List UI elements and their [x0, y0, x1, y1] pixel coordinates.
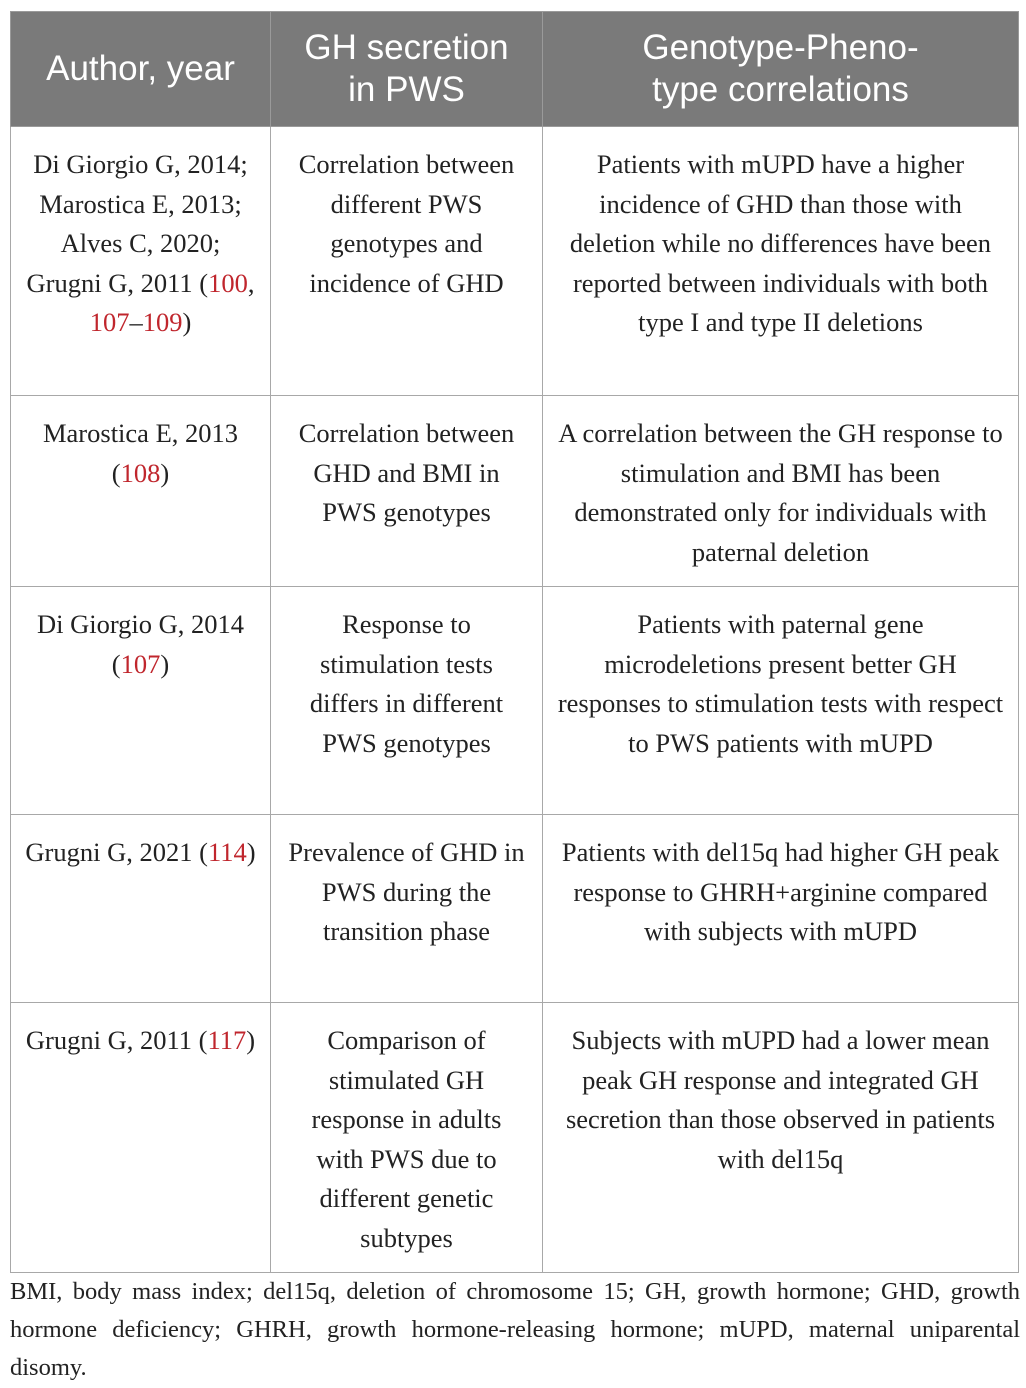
author-text: Grugni G, 2021 (	[25, 837, 208, 867]
table-row	[11, 396, 1019, 587]
author-text: Di Giorgio G, 2014; Marostica E, 2013; Alves C, 2020; Grugni G, 2011 (	[26, 149, 248, 298]
header-author-year-label: Author, year	[46, 49, 235, 88]
cell-gh-secretion: Response to stimulation tests differs in different PWS genotypes	[271, 587, 543, 815]
citation-separator: ,	[247, 267, 255, 298]
cell-gh-secretion: Correlation between different PWS genotypes and incidence of GHD	[271, 127, 543, 396]
header-gh-secretion-line2: in PWS	[348, 70, 465, 109]
citation-link[interactable]: 107	[120, 648, 161, 679]
citation-link[interactable]: 114	[207, 837, 247, 867]
cell-correlation: Patients with mUPD have a higher incidence of GHD than those with deletion while no differences have been reported between individuals with both type I and type II deletions	[543, 127, 1019, 396]
table-row	[11, 1003, 1019, 1273]
table-row	[11, 815, 1019, 1003]
header-gh-secretion-line1: GH secretion	[304, 28, 509, 67]
cell-author-year	[11, 587, 271, 815]
author-text: Grugni G, 2011 (	[25, 1025, 208, 1055]
cell-gh-secretion: Comparison of stimulated GH response in adults with PWS due to different genetic subtypes	[271, 1003, 543, 1273]
citation-close: )	[160, 648, 170, 679]
cell-author-year	[11, 815, 271, 1003]
citation-link[interactable]: 108	[120, 457, 161, 488]
citation-close: )	[182, 307, 192, 337]
table-header-row	[11, 12, 1019, 127]
cell-author-year	[11, 396, 271, 587]
cell-gh-secretion: Correlation between GHD and BMI in PWS genotypes	[271, 396, 543, 587]
table-row	[11, 587, 1019, 815]
header-correlations-line2: type correlations	[652, 70, 909, 109]
table-row	[11, 127, 1019, 396]
citation-link[interactable]: 109	[142, 307, 183, 337]
citation-link[interactable]: 107	[89, 307, 130, 337]
author-text: Di Giorgio G, 2014 (	[36, 609, 245, 679]
citation-separator: –	[129, 307, 143, 337]
citation-close: )	[246, 1025, 256, 1055]
header-author-year	[11, 12, 271, 127]
citation-close: )	[160, 457, 170, 488]
cell-correlation: A correlation between the GH response to stimulation and BMI has been demonstrated only for individuals with paternal deletion	[543, 396, 1019, 587]
cell-author-year	[11, 1003, 271, 1273]
cell-gh-secretion: Prevalence of GHD in PWS during the transition phase	[271, 815, 543, 1003]
table-footnote: BMI, body mass index; del15q, deletion of chromosome 15; GH, growth hormone; GHD, growth hormone deficiency; GHRH, growth hormone-releasing hormone; mUPD, maternal uniparental disomy.	[10, 1278, 1020, 1381]
cell-correlation: Subjects with mUPD had a lower mean peak GH response and integrated GH secretion than those observed in patients with del15q	[543, 1003, 1019, 1273]
citation-close: )	[246, 837, 256, 867]
citation-link[interactable]: 117	[207, 1025, 247, 1055]
cell-correlation: Patients with paternal gene microdeletions present better GH responses to stimulation tests with respect to PWS patients with mUPD	[543, 587, 1019, 815]
table-container	[10, 11, 1018, 1273]
cell-correlation: Patients with del15q had higher GH peak response to GHRH+arginine compared with subjects with mUPD	[543, 815, 1019, 1003]
author-text: Marostica E, 2013 (	[42, 418, 239, 488]
genotype-phenotype-table	[10, 11, 1019, 1273]
header-correlations-line1: Genotype-Pheno-	[642, 28, 919, 67]
header-correlations	[543, 12, 1019, 127]
citation-link[interactable]: 100	[208, 267, 248, 298]
header-gh-secretion	[271, 12, 543, 127]
cell-author-year	[11, 127, 271, 396]
